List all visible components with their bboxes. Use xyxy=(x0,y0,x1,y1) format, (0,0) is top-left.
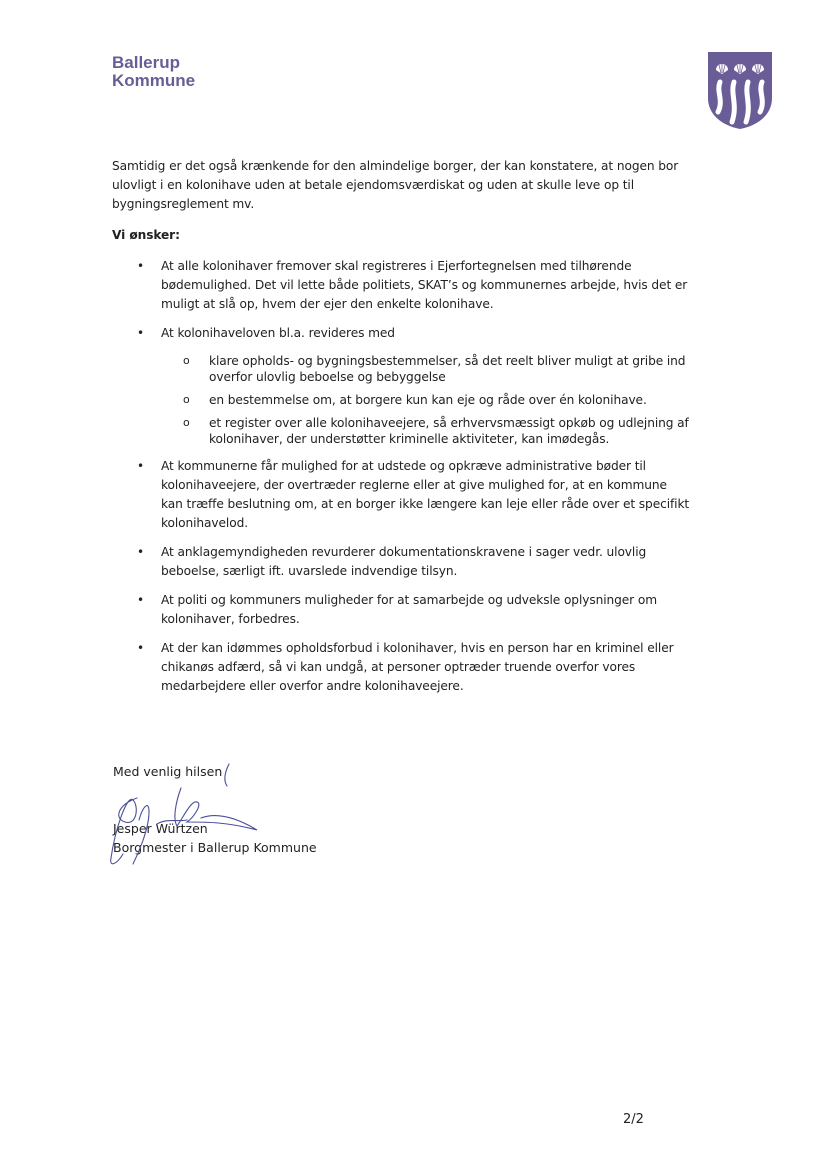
bullet-marker: • xyxy=(137,326,144,340)
list-item-text: At kommunerne får mulighed for at udstede og opkræve administrative bøder til kolonihaveejere, der overtræder reglerne eller at give mulighed for, at en kommune kan træffe beslutning om, at en borger ikke længere kan leje eller råde over et specifikt kolonihavelod. xyxy=(161,459,690,530)
sub-list-item-text: klare opholds- og bygningsbestemmelser, så det reelt bliver muligt at gribe ind overfor ulovlig beboelse og bebyggelse xyxy=(209,354,686,384)
sub-list-item-text: et register over alle kolonihaveejere, så erhvervsmæssigt opkøb og udlejning af kolonihaver, der understøtter kriminelle aktiviteter, kan imødegås. xyxy=(209,416,689,446)
list-item-text: At politi og kommuners muligheder for at samarbejde og udveksle oplysninger om kolonihaver, forbedres. xyxy=(161,593,657,626)
list-item-text: At alle kolonihaver fremover skal registreres i Ejerfortegnelsen med tilhørende bødemulighed. Det vil lette både politiets, SKAT’s og kommunernes arbejde, hvis det er muligt at slå op, hvem der ejer den enkelte kolonihave. xyxy=(161,259,688,311)
sub-list-item xyxy=(161,415,692,447)
sub-bullet-marker: o xyxy=(183,354,190,367)
organization-logo-text xyxy=(112,54,195,90)
list-item xyxy=(112,457,692,533)
list-item xyxy=(112,324,692,447)
bullet-marker: • xyxy=(137,259,144,273)
sub-list-item xyxy=(161,353,692,385)
bullet-marker: • xyxy=(137,593,144,607)
page-number: 2/2 xyxy=(623,1112,644,1127)
signatory-title: Borgmester i Ballerup Kommune xyxy=(113,840,317,855)
bullet-marker: • xyxy=(137,545,144,559)
intro-paragraph: Samtidig er det også krænkende for den almindelige borger, der kan konstatere, at nogen bor ulovligt i en kolonihave uden at betale ejendomsværdiskat og uden at skulle leve op til bygningsreglement mv. xyxy=(112,159,679,211)
list-item xyxy=(112,639,692,696)
list-item-text: At kolonihaveloven bl.a. revideres med xyxy=(161,326,395,340)
list-item-text: At der kan idømmes opholdsforbud i kolonihaver, hvis en person har en kriminel eller chikanøs adfærd, så vi kan undgå, at personer optræder truende overfor vores medarbejdere eller overfor andre kolonihaveejere. xyxy=(161,641,674,693)
letter-body xyxy=(112,157,692,706)
closing-greeting: Med venlig hilsen xyxy=(113,764,223,779)
sub-list-item-text: en bestemmelse om, at borgere kun kan eje og råde over én kolonihave. xyxy=(209,393,647,407)
list-item xyxy=(112,257,692,314)
list-item xyxy=(112,591,692,629)
ballerup-crest-icon xyxy=(706,50,774,130)
org-name-line1: Ballerup xyxy=(112,53,181,72)
signatory-name: Jesper Würtzen xyxy=(113,821,208,836)
sub-bullet-marker: o xyxy=(183,393,190,406)
sub-list xyxy=(161,353,692,447)
list-item-text: At anklagemyndigheden revurderer dokumentationskravene i sager vedr. ulovlig beboelse, særligt ift. uvarslede indvendige tilsyn. xyxy=(161,545,647,578)
sub-bullet-marker: o xyxy=(183,416,190,429)
wishes-heading: Vi ønsker: xyxy=(112,228,180,242)
wishes-list xyxy=(112,257,692,696)
sub-list-item xyxy=(161,392,692,408)
org-name-line2: Kommune xyxy=(112,71,196,90)
list-item xyxy=(112,543,692,581)
bullet-marker: • xyxy=(137,459,144,473)
handwritten-signature-icon xyxy=(97,760,277,870)
bullet-marker: • xyxy=(137,641,144,655)
